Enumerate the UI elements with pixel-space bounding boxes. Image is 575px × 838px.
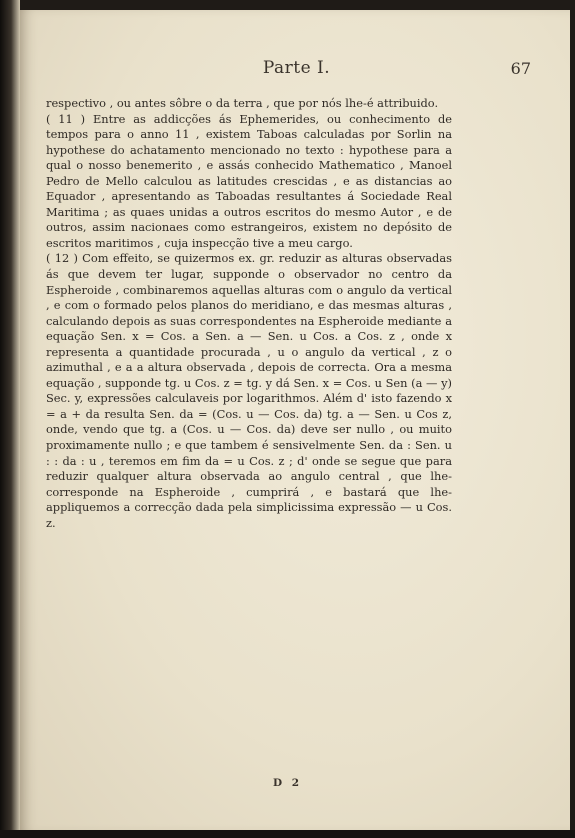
signature-mark: D 2 (272, 777, 303, 789)
paragraph-note-11: ( 11 ) Entre as addicções ás Ephemerides, ou conhecimento de tempos para o anno 11 , existem Taboas calculadas por Sorlin na hypothese do achatamento mencionado no texto : hypothese para a qual o nosso benemerito , e assás conhecido Mathematico , Manoel Pedro de Mello calculou as latitudes crescidas , e as distancias ao Equador , apresentando as Taboadas resultantes á Sociedade Real Maritima ; as quaes unidas a outros escritos do mesmo Autor , e de outros, assim nacionaes como estrangeiros, existem no depósito de escritos maritimos , cuja inspecção tive a meu cargo. (46, 111, 452, 250)
paragraph-continuation: respectivo , ou antes sôbre o da terra , que por nós lhe-é attribuido. (46, 96, 439, 110)
body-text (46, 96, 452, 531)
running-head (48, 58, 545, 82)
scan-bottom-edge (0, 830, 575, 838)
running-head-title: Parte I. (262, 58, 331, 78)
book-gutter (0, 0, 20, 838)
page-number: 67 (510, 59, 531, 78)
paragraph-note-12: ( 12 ) Com effeito, se quizermos ex. gr. reduzir as alturas observadas ás que devem ter lugar, supponde o observador no centro da Espheroide , combinaremos aquellas alturas com o angulo da vertical , e com o formado pelos planos do meridiano, e das mesmas alturas , calculando depois as suas correspondentes na Espheroide mediante a equação Sen. x = Cos. a Sen. a — Sen. u Cos. a Cos. z , onde x representa a quantidade procurada , u o angulo da vertical , z o azimuthal , e a a altura observada , depois de correcta. Ora a mesma equação , supponde tg. u Cos. z = tg. y dá Sen. x = Cos. u Sen (a — y) Sec. y, expressões calculaveis por logarithmos. Além d' isto fazendo x = a + da resulta Sen. da = (Cos. u — Cos. da) tg. a — Sen. u Cos z, onde, vendo que tg. a (Cos. u — Cos. da) deve ser nullo , ou muito proximamente nullo ; e que tambem é sensivelmente Sen. da : Sen. u : : da : u , teremos em fim da = u Cos. z ; d' onde se segue que para reduzir qualquer altura observada ao angulo central , que lhe-corresponde na Espheroide , cumprirá , e bastará que lhe-appliquemos a correcção dada pela simplicissima expressão — u Cos. z. (46, 251, 452, 530)
